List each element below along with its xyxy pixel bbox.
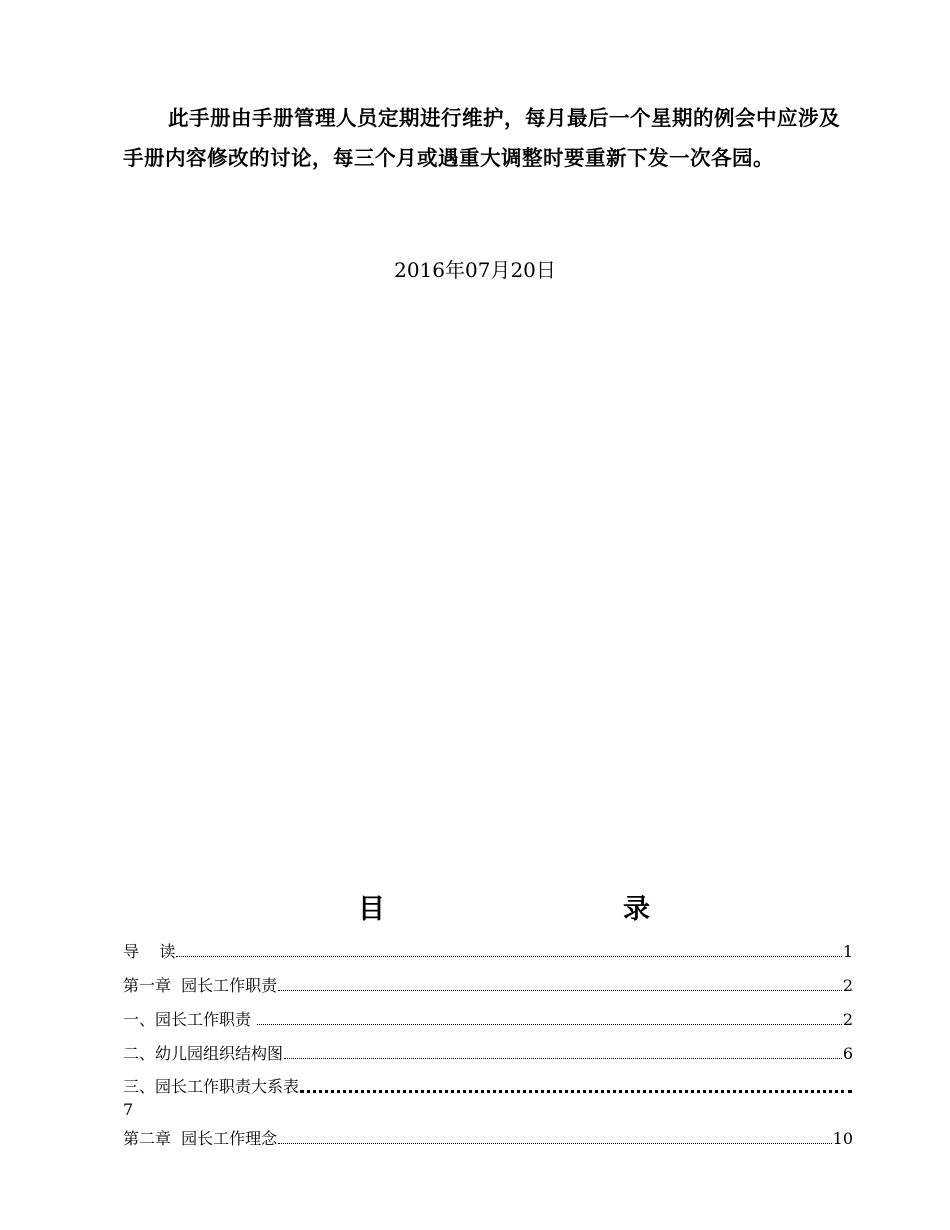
- toc-entry-label: 导 读: [123, 942, 176, 961]
- toc-entry[interactable]: [123, 941, 853, 963]
- toc-entry[interactable]: [123, 1076, 853, 1098]
- toc-entry-label: 第二章 园长工作理念: [123, 1129, 278, 1148]
- toc-leader-dots: [176, 956, 841, 957]
- toc-entry-label: 一、园长工作职责: [123, 1010, 257, 1029]
- toc-entry-label: 二、幼儿园组织结构图: [123, 1044, 284, 1063]
- toc-entry[interactable]: [123, 975, 853, 997]
- toc-entry-page: 6: [842, 1044, 853, 1063]
- toc-leader-dots: [278, 990, 842, 991]
- toc-entry[interactable]: [123, 1128, 853, 1150]
- toc-title: [0, 890, 950, 930]
- toc-entry-page: 10: [832, 1129, 853, 1148]
- toc-title-right: 录: [623, 894, 650, 925]
- toc-entry-page: 1: [842, 942, 853, 961]
- toc-title-left: 目: [358, 894, 385, 925]
- toc-entry-page: 2: [842, 976, 853, 995]
- toc-leader-dots: [278, 1143, 831, 1144]
- toc-leader-dots: [257, 1024, 842, 1025]
- toc-entry-label: 第一章 园长工作职责: [123, 976, 278, 995]
- intro-paragraph: 此手册由手册管理人员定期进行维护，每月最后一个星期的例会中应涉及手册内容修改的讨论，每三个月或遇重大调整时要重新下发一次各园。: [123, 106, 840, 170]
- toc-entry[interactable]: [123, 1043, 853, 1065]
- toc-leader-dots: [284, 1058, 842, 1059]
- toc-entry-page: 2: [842, 1010, 853, 1029]
- toc-entry[interactable]: [123, 1009, 853, 1031]
- document-date: 2016年07月20日: [394, 258, 556, 282]
- toc-leader-dots: [300, 1090, 852, 1093]
- toc-entry-page: 7: [123, 1100, 134, 1119]
- toc-entry-label: 三、园长工作职责大系表: [123, 1077, 300, 1096]
